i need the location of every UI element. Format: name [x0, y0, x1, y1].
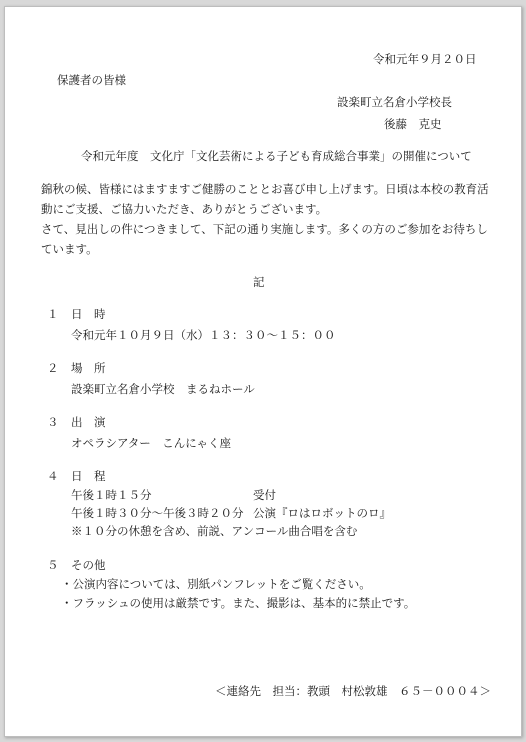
schedule-row-2-time: 午後１時３０分～午後３時２０分 [71, 506, 244, 520]
document-page [4, 6, 522, 737]
purpose-line-2: ています。 [41, 242, 98, 256]
schedule-row-1-event: 受付 [253, 488, 276, 502]
schedule-row-2-event: 公演『ロはロボットのロ』 [253, 506, 391, 520]
section-2-heading: 場 所 [71, 361, 106, 375]
greeting-line-2: 動にご支援、ご協力いただき、ありがとうございます。 [41, 202, 328, 216]
other-bullet-2: ・フラッシュの使用は厳禁です。また、撮影は、基本的に禁止です。 [61, 596, 416, 610]
other-bullet-1: ・公演内容については、別紙パンフレットをご覧ください。 [61, 577, 371, 591]
sender-name: 後藤 克史 [384, 117, 442, 131]
ki-heading: 記 [253, 275, 265, 289]
greeting-line-1: 錦秋の候、皆様にはますますご健勝のこととお喜び申し上げます。日頃は本校の教育活 [41, 182, 489, 196]
section-3-number: ３ [47, 415, 59, 429]
section-2-number: ２ [47, 361, 59, 375]
event-datetime: 令和元年１０月９日（水）１３：３０～１５：００ [71, 328, 336, 342]
issue-date: 令和元年９月２０日 [373, 52, 477, 66]
section-5-heading: その他 [71, 558, 106, 572]
schedule-note: ※１０分の休憩を含め、前説、アンコール曲合唱を含む [71, 524, 358, 538]
section-1-heading: 日 時 [71, 307, 106, 321]
schedule-row-1-time: 午後１時１５分 [71, 488, 152, 502]
event-venue: 設楽町立名倉小学校 まるねホール [71, 382, 255, 396]
section-5-number: ５ [47, 558, 59, 572]
section-1-number: １ [47, 307, 59, 321]
document-title: 令和元年度 文化庁「文化芸術による子ども育成総合事業」の開催について [81, 149, 472, 163]
event-performer: オペラシアター こんにゃく座 [71, 436, 231, 450]
purpose-line-1: さて、見出しの件につきまして、下記の通り実施します。多くの方のご参加をお待ちし [41, 222, 488, 236]
section-4-heading: 日 程 [71, 469, 106, 483]
addressee: 保護者の皆様 [57, 73, 126, 87]
contact-info: ＜連絡先 担当：教頭 村松敦雄 ６５－０００４＞ [215, 684, 491, 698]
section-3-heading: 出 演 [71, 415, 106, 429]
section-4-number: ４ [47, 469, 59, 483]
sender-organization: 設楽町立名倉小学校長 [337, 95, 452, 109]
